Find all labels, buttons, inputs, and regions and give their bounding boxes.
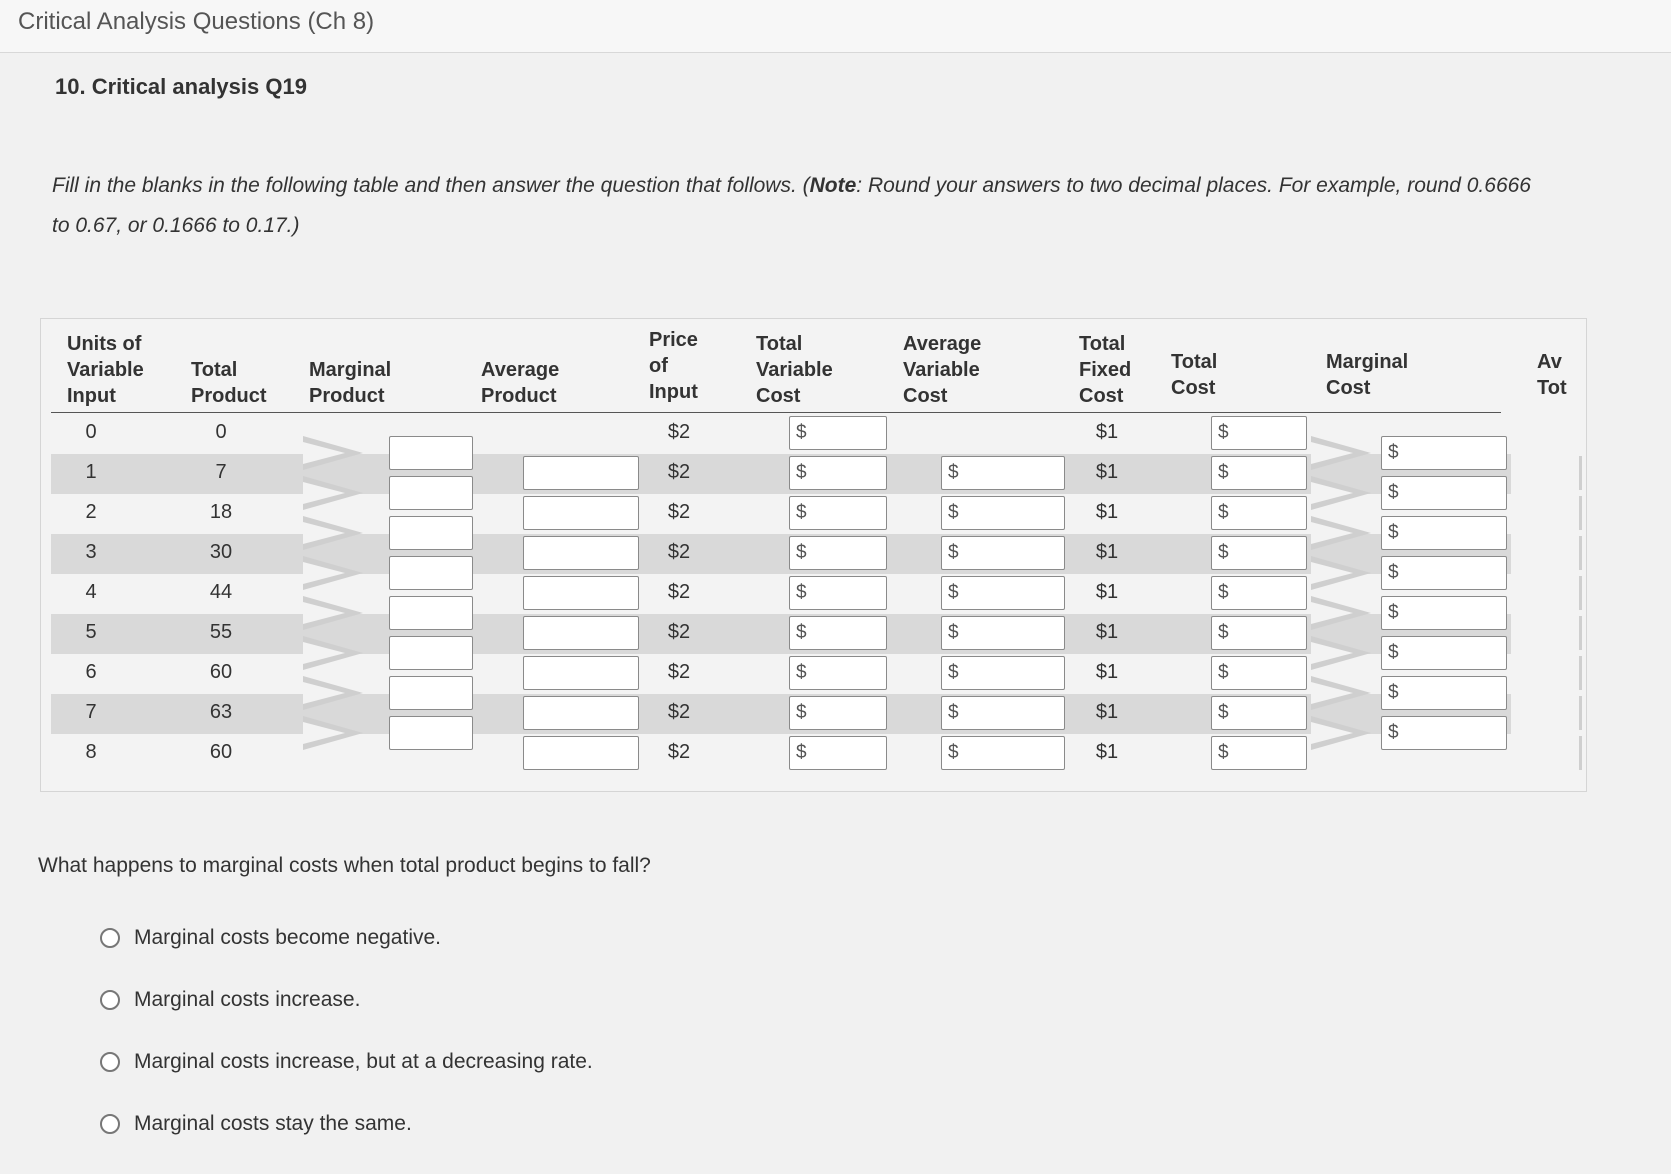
units-cell: 6 [85, 661, 97, 683]
tfc-cell: $1 [1095, 541, 1119, 563]
header-price: Price of Input [649, 329, 698, 403]
header-tc: Total Cost [1171, 351, 1218, 399]
between-row-arrow-icon [303, 716, 363, 750]
atc-input-edge [1579, 656, 1582, 690]
avc-input-input[interactable] [964, 659, 1062, 689]
total-cost-input[interactable] [1211, 656, 1307, 690]
dollar-sign: $ [1218, 502, 1229, 523]
marginal-cost-input-input[interactable] [1404, 559, 1504, 589]
tvc-input[interactable] [789, 536, 887, 570]
between-row-arrow-icon [1311, 716, 1371, 750]
tfc-cell: $1 [1095, 581, 1119, 603]
dollar-sign: $ [1218, 662, 1229, 683]
total-cost-input-input[interactable] [1234, 619, 1304, 649]
between-row-arrow-icon [303, 436, 363, 470]
marginal-product-input[interactable] [389, 596, 473, 630]
total-product-cell: 7 [215, 461, 227, 483]
total-cost-input[interactable] [1211, 416, 1307, 450]
avc-input[interactable] [941, 736, 1065, 770]
header-avc: Average Variable Cost [903, 333, 982, 407]
marginal-cost-input[interactable] [1381, 596, 1507, 630]
total-cost-input-input[interactable] [1234, 579, 1304, 609]
total-cost-input-input[interactable] [1234, 699, 1304, 729]
marginal-cost-input[interactable] [1381, 516, 1507, 550]
dollar-sign: $ [1388, 642, 1399, 663]
marginal-cost-input-input[interactable] [1404, 639, 1504, 669]
tfc-cell: $1 [1095, 501, 1119, 523]
average-product-input[interactable] [523, 456, 639, 490]
tvc-input[interactable] [789, 736, 887, 770]
header-divider [51, 412, 1501, 413]
tvc-input-input[interactable] [812, 619, 884, 649]
between-row-arrow-icon [1311, 516, 1371, 550]
total-cost-input[interactable] [1211, 456, 1307, 490]
tvc-input[interactable] [789, 616, 887, 650]
dollar-sign: $ [796, 582, 807, 603]
header-tvc: Total Variable Cost [756, 333, 833, 407]
marginal-product-input[interactable] [389, 476, 473, 510]
units-cell: 3 [85, 541, 97, 563]
total-product-cell: 18 [209, 501, 233, 523]
average-product-input[interactable] [523, 536, 639, 570]
option-increase[interactable] [100, 988, 360, 1012]
instructions-note-label: Note [809, 174, 857, 197]
marginal-product-input[interactable] [389, 436, 473, 470]
tfc-cell: $1 [1095, 741, 1119, 763]
between-row-arrow-icon [303, 556, 363, 590]
tvc-input[interactable] [789, 656, 887, 690]
dollar-sign: $ [1218, 702, 1229, 723]
average-product-input[interactable] [523, 576, 639, 610]
dollar-sign: $ [948, 462, 959, 483]
marginal-cost-input-input[interactable] [1404, 679, 1504, 709]
header-tfc: Total Fixed Cost [1079, 333, 1132, 407]
marginal-cost-input-input[interactable] [1404, 719, 1504, 749]
total-product-cell: 30 [209, 541, 233, 563]
total-product-cell: 63 [209, 701, 233, 723]
total-product-cell: 0 [215, 421, 227, 443]
price-cell: $2 [667, 541, 691, 563]
total-product-cell: 55 [209, 621, 233, 643]
dollar-sign: $ [796, 462, 807, 483]
dollar-sign: $ [1218, 422, 1229, 443]
tvc-input-input[interactable] [812, 499, 884, 529]
radio-icon[interactable] [100, 928, 120, 948]
option-stay-same[interactable] [100, 1112, 412, 1136]
dollar-sign: $ [1218, 622, 1229, 643]
units-cell: 5 [85, 621, 97, 643]
price-cell: $2 [667, 701, 691, 723]
header-atc: Av Tot [1537, 351, 1567, 399]
dollar-sign: $ [948, 542, 959, 563]
average-product-input[interactable] [523, 736, 639, 770]
marginal-cost-input[interactable] [1381, 476, 1507, 510]
radio-icon[interactable] [100, 1114, 120, 1134]
tvc-input-input[interactable] [812, 459, 884, 489]
option-increase-decreasing-rate[interactable] [100, 1050, 593, 1074]
marginal-product-input[interactable] [389, 676, 473, 710]
option-label: Marginal costs increase. [134, 988, 361, 1011]
instructions-text-b: : Round your answers to two decimal places. For example, round 0.6666 to 0.67, or 0.1666 to 0.17.) [52, 174, 1531, 237]
dollar-sign: $ [948, 502, 959, 523]
average-product-input[interactable] [523, 616, 639, 650]
dollar-sign: $ [1218, 462, 1229, 483]
average-product-input[interactable] [523, 656, 639, 690]
marginal-product-input[interactable] [389, 636, 473, 670]
total-cost-input-input[interactable] [1234, 739, 1304, 769]
atc-input-edge [1579, 496, 1582, 530]
marginal-cost-input[interactable] [1381, 636, 1507, 670]
followup-question: What happens to marginal costs when total product begins to fall? [38, 854, 651, 877]
between-row-arrow-icon [303, 516, 363, 550]
dollar-sign: $ [796, 742, 807, 763]
tvc-input[interactable] [789, 496, 887, 530]
instructions [52, 166, 1532, 246]
total-cost-input[interactable] [1211, 496, 1307, 530]
tvc-input[interactable] [789, 576, 887, 610]
units-cell: 2 [85, 501, 97, 523]
units-cell: 7 [85, 701, 97, 723]
tvc-input[interactable] [789, 416, 887, 450]
units-cell: 1 [85, 461, 97, 483]
avc-input-input[interactable] [964, 699, 1062, 729]
between-row-arrow-icon [1311, 436, 1371, 470]
instructions-text-a: Fill in the blanks in the following table and then answer the question that follows. ( [52, 174, 810, 197]
avc-input[interactable] [941, 496, 1065, 530]
price-cell: $2 [667, 741, 691, 763]
between-row-arrow-icon [303, 636, 363, 670]
dollar-sign: $ [1218, 742, 1229, 763]
atc-input-edge [1579, 576, 1582, 610]
dollar-sign: $ [796, 542, 807, 563]
dollar-sign: $ [796, 502, 807, 523]
tvc-input[interactable] [789, 456, 887, 490]
total-cost-input-input[interactable] [1234, 459, 1304, 489]
total-product-cell: 44 [209, 581, 233, 603]
header-total-product: Total Product [191, 359, 267, 407]
total-cost-input[interactable] [1211, 696, 1307, 730]
total-product-cell: 60 [209, 741, 233, 763]
marginal-cost-input[interactable] [1381, 436, 1507, 470]
price-cell: $2 [667, 661, 691, 683]
tvc-input[interactable] [789, 696, 887, 730]
radio-icon[interactable] [100, 990, 120, 1010]
marginal-cost-input-input[interactable] [1404, 519, 1504, 549]
tfc-cell: $1 [1095, 461, 1119, 483]
marginal-cost-input-input[interactable] [1404, 479, 1504, 509]
dollar-sign: $ [1218, 582, 1229, 603]
average-product-input[interactable] [523, 696, 639, 730]
avc-input[interactable] [941, 536, 1065, 570]
header-units: Units of Variable Input [67, 333, 144, 407]
tvc-input-input[interactable] [812, 579, 884, 609]
price-cell: $2 [667, 421, 691, 443]
between-row-arrow-icon [1311, 596, 1371, 630]
option-label: Marginal costs become negative. [134, 926, 441, 949]
dollar-sign: $ [1388, 602, 1399, 623]
marginal-product-input[interactable] [389, 556, 473, 590]
tvc-input-input[interactable] [812, 699, 884, 729]
between-row-arrow-icon [1311, 676, 1371, 710]
option-become-negative[interactable] [100, 926, 441, 950]
tfc-cell: $1 [1095, 661, 1119, 683]
dollar-sign: $ [948, 702, 959, 723]
total-cost-input-input[interactable] [1234, 499, 1304, 529]
marginal-cost-input-input[interactable] [1404, 439, 1504, 469]
dollar-sign: $ [1388, 682, 1399, 703]
total-cost-input[interactable] [1211, 616, 1307, 650]
atc-input-edge [1579, 696, 1582, 730]
average-product-input[interactable] [523, 496, 639, 530]
dollar-sign: $ [1388, 562, 1399, 583]
atc-input-edge [1579, 736, 1582, 770]
total-cost-input-input[interactable] [1234, 659, 1304, 689]
total-cost-input-input[interactable] [1234, 419, 1304, 449]
marginal-product-input[interactable] [389, 716, 473, 750]
dollar-sign: $ [796, 662, 807, 683]
between-row-arrow-icon [1311, 476, 1371, 510]
avc-input-input[interactable] [964, 619, 1062, 649]
dollar-sign: $ [796, 422, 807, 443]
dollar-sign: $ [796, 622, 807, 643]
atc-input-edge [1579, 616, 1582, 650]
dollar-sign: $ [948, 662, 959, 683]
price-cell: $2 [667, 461, 691, 483]
option-label: Marginal costs increase, but at a decreasing rate. [134, 1050, 593, 1073]
between-row-arrow-icon [303, 676, 363, 710]
between-row-arrow-icon [303, 596, 363, 630]
total-cost-input-input[interactable] [1234, 539, 1304, 569]
price-cell: $2 [667, 621, 691, 643]
dollar-sign: $ [948, 582, 959, 603]
units-cell: 4 [85, 581, 97, 603]
avc-input-input[interactable] [964, 539, 1062, 569]
header-mc: Marginal Cost [1326, 351, 1409, 399]
avc-input-input[interactable] [964, 459, 1062, 489]
atc-input-edge [1579, 536, 1582, 570]
tfc-cell: $1 [1095, 621, 1119, 643]
avc-input-input[interactable] [964, 739, 1062, 769]
dollar-sign: $ [1388, 722, 1399, 743]
tvc-input-input[interactable] [812, 739, 884, 769]
price-cell: $2 [667, 501, 691, 523]
tvc-input-input[interactable] [812, 539, 884, 569]
page-header [0, 0, 1671, 53]
header-average-product: Average Product [481, 359, 560, 407]
total-product-cell: 60 [209, 661, 233, 683]
dollar-sign: $ [796, 702, 807, 723]
assignment-title: Critical Analysis Questions (Ch 8) [18, 8, 375, 35]
dollar-sign: $ [1218, 542, 1229, 563]
avc-input[interactable] [941, 696, 1065, 730]
tfc-cell: $1 [1095, 421, 1119, 443]
marginal-cost-input[interactable] [1381, 676, 1507, 710]
avc-input[interactable] [941, 456, 1065, 490]
units-cell: 8 [85, 741, 97, 763]
dollar-sign: $ [1388, 482, 1399, 503]
tvc-input-input[interactable] [812, 659, 884, 689]
dollar-sign: $ [948, 622, 959, 643]
dollar-sign: $ [1388, 522, 1399, 543]
question-title: 10. Critical analysis Q19 [55, 74, 307, 99]
between-row-arrow-icon [303, 476, 363, 510]
marginal-cost-input[interactable] [1381, 716, 1507, 750]
avc-input[interactable] [941, 576, 1065, 610]
tvc-input-input[interactable] [812, 419, 884, 449]
marginal-product-input[interactable] [389, 516, 473, 550]
total-cost-input[interactable] [1211, 736, 1307, 770]
units-cell: 0 [85, 421, 97, 443]
between-row-arrow-icon [1311, 636, 1371, 670]
atc-input-edge [1579, 456, 1582, 490]
avc-input-input[interactable] [964, 579, 1062, 609]
avc-input[interactable] [941, 656, 1065, 690]
dollar-sign: $ [948, 742, 959, 763]
avc-input[interactable] [941, 616, 1065, 650]
between-row-arrow-icon [1311, 556, 1371, 590]
avc-input-input[interactable] [964, 499, 1062, 529]
marginal-cost-input[interactable] [1381, 556, 1507, 590]
price-cell: $2 [667, 581, 691, 603]
dollar-sign: $ [1388, 442, 1399, 463]
header-marginal-product: Marginal Product [309, 359, 392, 407]
radio-icon[interactable] [100, 1052, 120, 1072]
cost-table [40, 318, 1587, 792]
marginal-cost-input-input[interactable] [1404, 599, 1504, 629]
option-label: Marginal costs stay the same. [134, 1112, 412, 1135]
total-cost-input[interactable] [1211, 576, 1307, 610]
total-cost-input[interactable] [1211, 536, 1307, 570]
tfc-cell: $1 [1095, 701, 1119, 723]
